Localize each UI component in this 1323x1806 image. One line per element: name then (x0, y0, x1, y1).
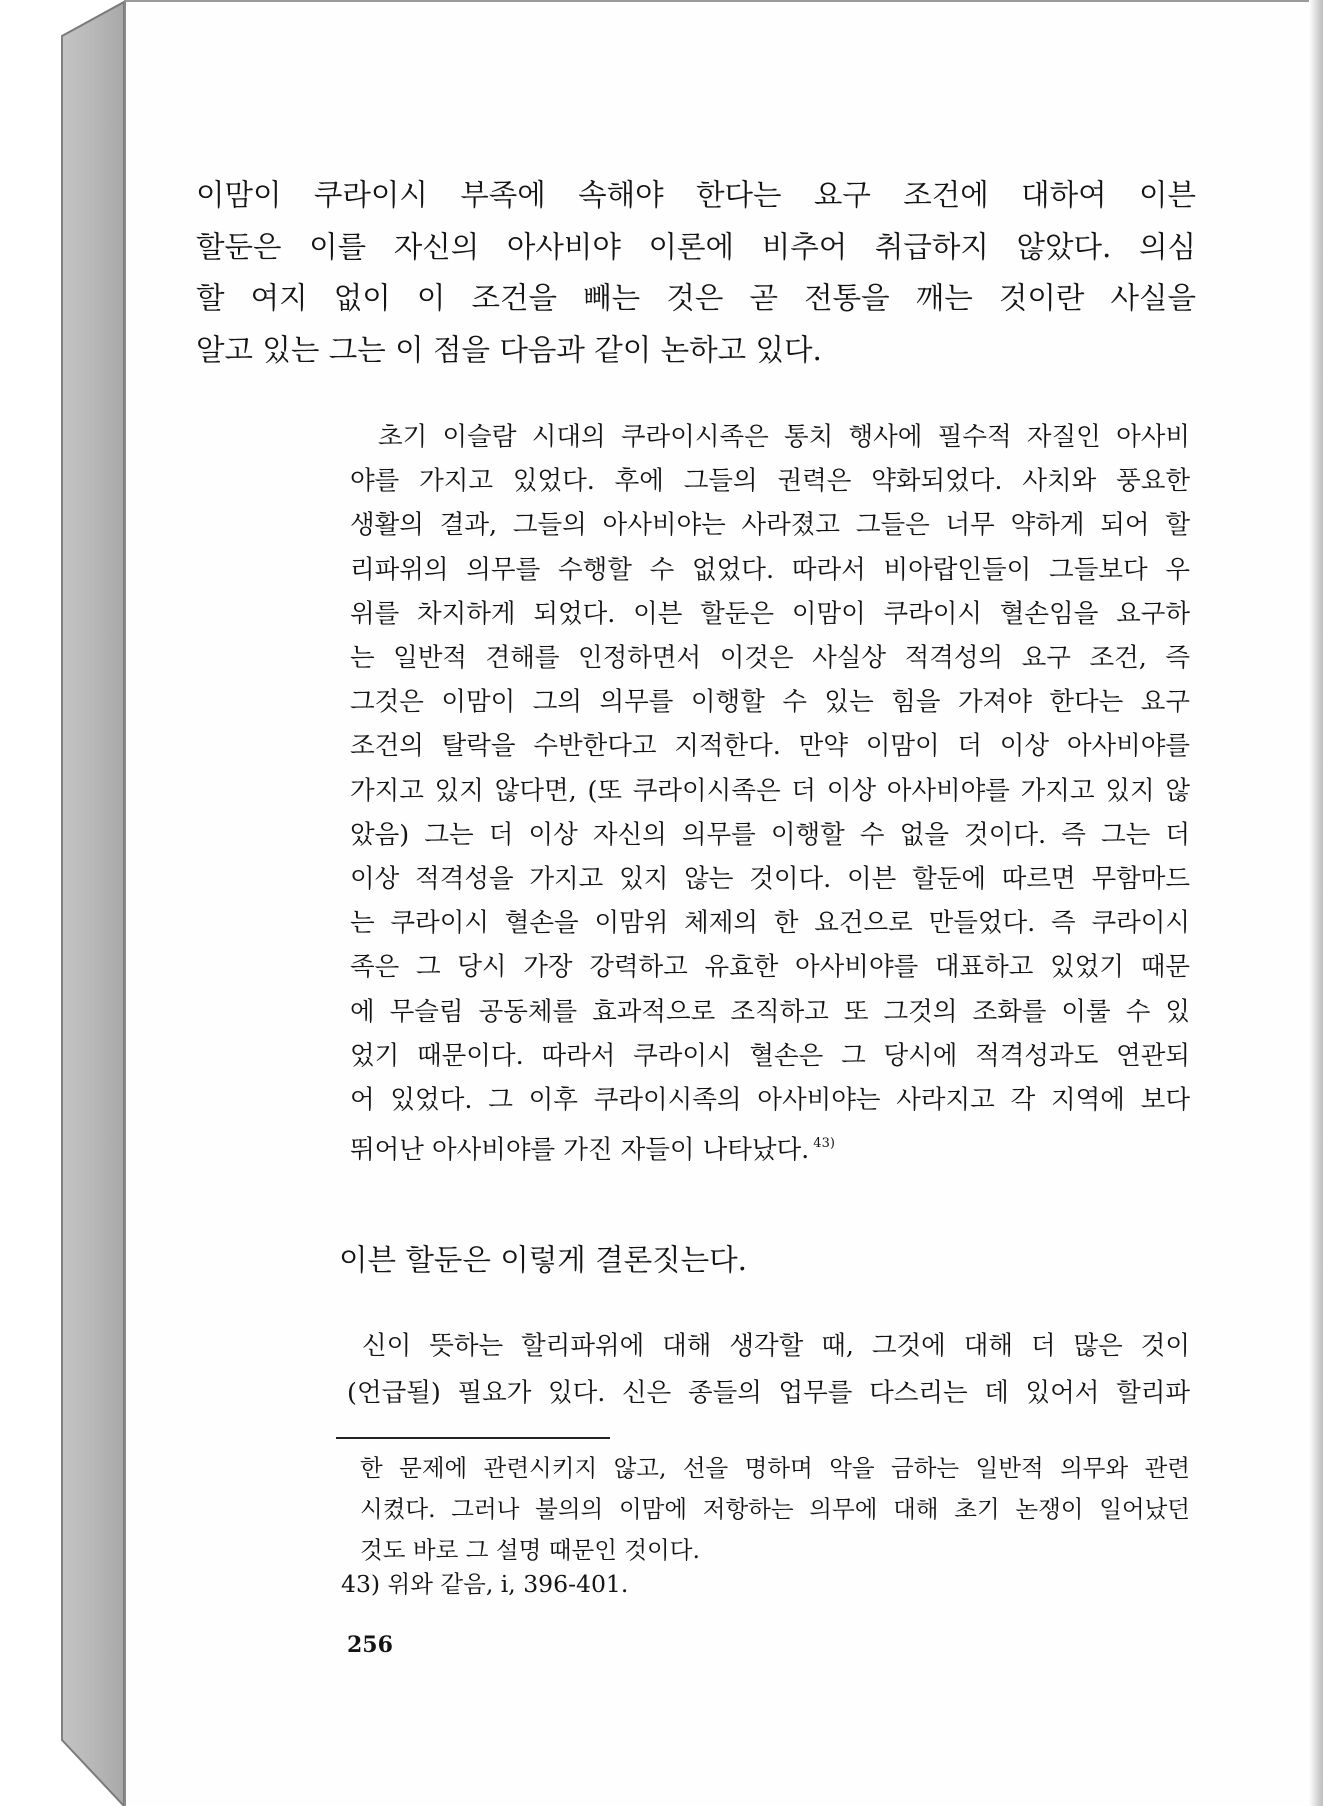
text-line: 할 여지 없이 이 조건을 빼는 것은 곧 전통을 깨는 것이란 사실을 (196, 281, 1196, 315)
quote-line: 었기 때문이다. 따라서 쿠라이시 혈손은 그 당시에 적격성과도 연관되 (350, 1040, 1190, 1071)
quote-line: 에 무슬림 공동체를 효과적으로 조직하고 또 그것의 조화를 이룰 수 있 (350, 996, 1190, 1027)
footnote-separator (336, 1437, 610, 1439)
quote-line: 족은 그 당시 가장 강력하고 유효한 아사비야를 대표하고 있었기 때문 (350, 952, 1190, 983)
footnote-43: 43) 위와 같음, i, 396-401. (341, 1570, 629, 1598)
quote-line: 가지고 있지 않다면, (또 쿠라이시족은 더 이상 아사비야를 가지고 있지 않 (350, 775, 1190, 806)
quote-line: 그것은 이맘이 그의 의무를 이행할 수 있는 힘을 가져야 한다는 요구 (350, 687, 1190, 718)
quote-line: 신이 뜻하는 할리파위에 대해 생각할 때, 그것에 대해 더 많은 것이 (362, 1331, 1190, 1361)
block-quote-1 (350, 415, 1190, 1172)
text-line: 알고 있는 그는 이 점을 다음과 같이 논하고 있다. (196, 332, 822, 367)
footnote-reference: 43) (813, 1136, 835, 1152)
quote-line: 위를 차지하게 되었다. 이븐 할둔은 이맘이 쿠라이시 혈손임을 요구하 (350, 598, 1190, 629)
quote-line: 초기 이슬람 시대의 쿠라이시족은 통치 행사에 필수적 자질인 아사비 (378, 422, 1190, 452)
quote-line: 리파위의 의무를 수행할 수 없었다. 따라서 비아랍인들이 그들보다 우 (350, 554, 1190, 585)
footnote-line: 것도 바로 그 설명 때문인 것이다. (360, 1536, 700, 1564)
footnote-continued (360, 1448, 1190, 1571)
quote-line: 는 쿠라이시 혈손을 이맘위 체제의 한 요건으로 만들었다. 즉 쿠라이시 (350, 908, 1190, 939)
page-edge-shadow (1309, 0, 1323, 1806)
quote-last-text: 뛰어난 아사비야를 가진 자들이 나타났다. (350, 1135, 810, 1166)
block-quote-2 (347, 1323, 1190, 1417)
text-line: 이맘이 쿠라이시 부족에 속해야 한다는 요구 조건에 대하여 이븐 (196, 178, 1196, 212)
page-number: 256 (347, 1632, 393, 1658)
quote-line: 어 있었다. 그 이후 쿠라이시족의 아사비야는 사라지고 각 지역에 보다 (350, 1085, 1190, 1116)
quote-line: 조건의 탈락을 수반한다고 지적한다. 만약 이맘이 더 이상 아사비야를 (350, 731, 1190, 762)
footnote-line: 시켰다. 그러나 불의의 이맘에 저항하는 의무에 대해 초기 논쟁이 일어났던 (360, 1495, 1190, 1523)
conclusion-line: 이븐 할둔은 이렇게 결론짓는다. (339, 1243, 747, 1277)
quote-line: 야를 가지고 있었다. 후에 그들의 권력은 약화되었다. 사치와 풍요한 (350, 466, 1190, 497)
text-line: 할둔은 이를 자신의 아사비야 이론에 비추어 취급하지 않았다. 의심 (196, 229, 1196, 264)
quote-line: 생활의 결과, 그들의 아사비야는 사라졌고 그들은 너무 약하게 되어 할 (350, 510, 1190, 541)
quote-line: 는 일반적 견해를 인정하면서 이것은 사실상 적격성의 요구 조건, 즉 (350, 643, 1190, 674)
quote-line: 았음) 그는 더 이상 자신의 의무를 이행할 수 없을 것이다. 즉 그는 더 (350, 819, 1190, 850)
quote-line-last (350, 1122, 1190, 1172)
quote-line: (언급될) 필요가 있다. 신은 종들의 업무를 다스리는 데 있어서 할리파 (347, 1378, 1190, 1408)
footnote-line: 한 문제에 관련시키지 않고, 선을 명하며 악을 금하는 일반적 의무와 관련 (360, 1454, 1190, 1482)
body-paragraph (196, 170, 1196, 376)
quote-line: 이상 적격성을 가지고 있지 않는 것이다. 이븐 할둔에 따르면 무함마드 (350, 864, 1190, 895)
